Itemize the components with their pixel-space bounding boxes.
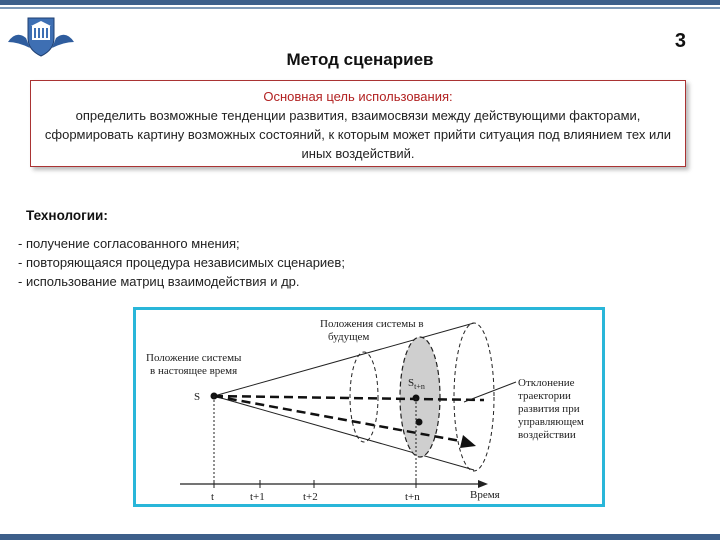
time-axis-arrow-icon [478,480,488,488]
slide-number: 3 [674,30,686,52]
list-item: - получение согласованного мнения; [18,236,240,251]
label-future-1: Положения системы в [320,318,424,330]
future-ellipse-stn [400,337,440,457]
future-point-deviated [416,419,423,426]
label-deviation-3: развития при [518,403,580,415]
scenario-diagram [133,307,605,507]
goal-text: определить возможные тенденции развития, взаимосвязи между действующими факторами, сформировать картину возможных состояний, к которым может прийти ситуация под влиянием тех или иных воздействий. [44,108,672,161]
header-stripe [0,0,720,5]
label-present-1: Положение системы [146,352,242,364]
tick-label-tn: t+n [405,491,420,503]
label-stn-sub: t+n [414,382,425,391]
tick-label-t2: t+2 [303,491,318,503]
tick-label-t: t [211,491,215,503]
label-deviation-2: траектории [518,390,571,402]
label-deviation-4: управляющем [518,416,584,428]
goal-box [30,80,686,167]
future-ellipse-3 [454,323,494,471]
goal-title: Основная цель использования: [263,89,453,104]
tick-label-t1: t+1 [250,491,265,503]
header-stripe-thin [0,7,720,9]
label-future-2: будущем [328,331,370,343]
deviation-arrow-icon [460,435,476,448]
label-stn-main: S [408,377,415,389]
list-item: - повторяющаяся процедура независимых сценариев; [18,255,345,270]
deviation-pointer [464,382,516,402]
list-item: - использование матриц взаимодействия и др. [18,274,300,289]
label-present-2: в настоящее время [150,365,238,377]
axis-label: Время [470,489,500,501]
label-s: S [194,391,201,403]
technologies-title: Технологии: [26,208,108,223]
main-trajectory [214,396,484,400]
footer-bar [0,534,720,540]
technologies-list [18,234,345,291]
header-bar [0,0,720,14]
scenario-diagram-svg [136,310,602,504]
label-deviation-1: Отклонение [518,377,575,389]
label-deviation-5: воздействии [518,429,576,441]
slide-title: Метод сценариев [286,50,434,69]
